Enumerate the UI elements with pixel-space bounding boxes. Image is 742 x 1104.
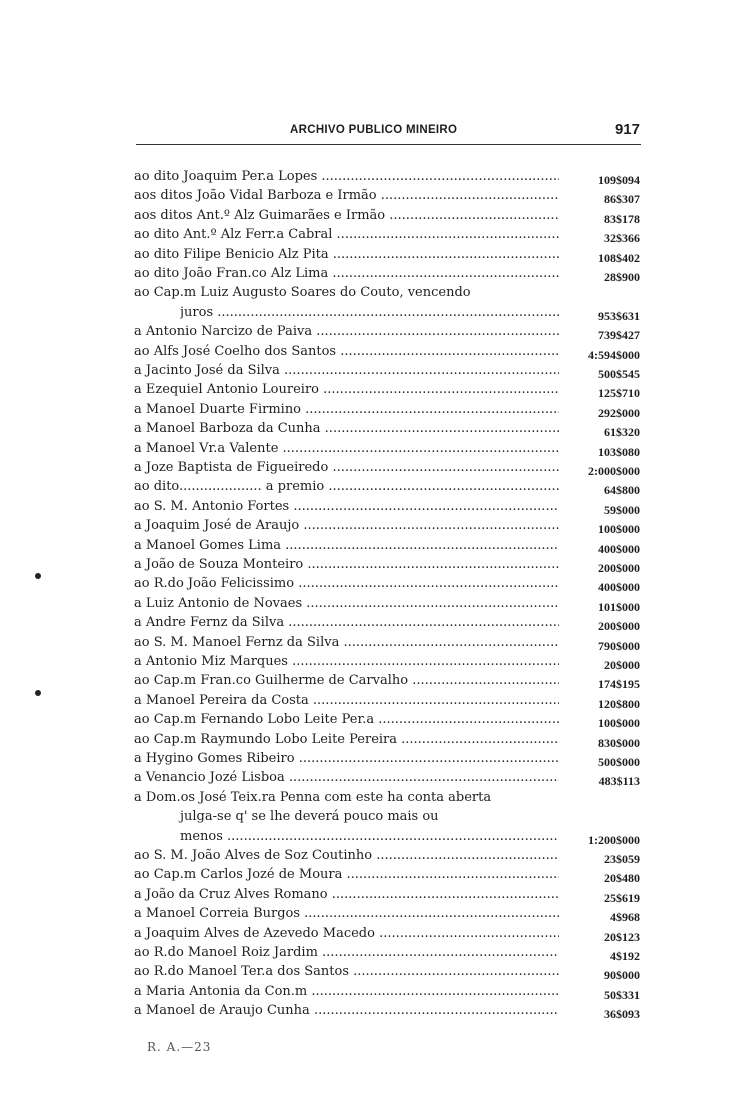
- entry-line-1: ao Cap.m Luiz Augusto Soares do Couto, vencendo: [134, 285, 471, 301]
- entry-description: a Manoel Correia Burgos .....: [134, 906, 559, 922]
- entry-description: a Manoel Vr.a Valente .....: [134, 441, 559, 457]
- entry-amount: 790$000: [598, 638, 640, 653]
- entry-amount: 125$710: [598, 386, 640, 401]
- entry-amount: 4$192: [610, 949, 640, 963]
- entry-description: a Manoel de Araujo Cunha .....: [134, 1003, 559, 1019]
- entry-amount: 100$000: [598, 522, 640, 537]
- entry-description: a Antonio Narcizo de Paiva .....: [134, 324, 559, 340]
- entry-amount: 50$331: [604, 987, 640, 1002]
- entry-line-2: julga-se q' se lhe deverá pouco mais ou: [180, 809, 439, 825]
- entry-description: ao dito Joaquim Per.a Lopes .....: [134, 169, 559, 185]
- entry-amount: 200$000: [598, 619, 640, 634]
- entry-amount: 200$000: [598, 561, 640, 575]
- entry-amount: 400$000: [598, 541, 640, 556]
- entry-amount: 109$094: [598, 173, 640, 187]
- entry-description: ao dito Ant.º Alz Ferr.a Cabral .....: [134, 227, 559, 243]
- entry-amount: 174$195: [598, 677, 640, 692]
- entry-amount: 103$080: [598, 444, 640, 459]
- entry-description: a Manoel Pereira da Costa .....: [134, 693, 559, 709]
- entry-description: a João da Cruz Alves Romano .....: [134, 887, 559, 903]
- entry-amount: 83$178: [604, 211, 640, 226]
- entry-description: ao dito.................... a premio .....: [134, 479, 559, 495]
- entry-amount: 101$000: [598, 599, 640, 614]
- entry-description: ao Cap.m Fernando Lobo Leite Per.a .....: [134, 712, 559, 728]
- entry-description: ao S. M. Manoel Fernz da Silva .....: [134, 635, 559, 651]
- entry-description: a Hygino Gomes Ribeiro .....: [134, 751, 559, 767]
- entry-description: ao Cap.m Raymundo Lobo Leite Pereira .....: [134, 732, 559, 748]
- entry-amount: 23$059: [604, 852, 640, 866]
- entry-amount: 4$968: [610, 910, 640, 925]
- entry-amount: 64$800: [604, 483, 640, 498]
- entry-description: ao Alfs José Coelho dos Santos .....: [134, 344, 559, 360]
- entry-description: a Jacinto José da Silva .....: [134, 363, 559, 379]
- entry-line-1: a Dom.os José Teix.ra Penna com este ha conta aberta: [134, 789, 492, 805]
- signature-mark: R. A.—23: [147, 1040, 212, 1054]
- entry-description: ao S. M. Antonio Fortes .....: [134, 499, 559, 515]
- margin-dot: [35, 573, 41, 579]
- entry-amount: 953$631: [598, 308, 640, 323]
- entry-amount: 739$427: [598, 328, 640, 343]
- entry-description: ao Cap.m Fran.co Guilherme de Carvalho .....: [134, 673, 559, 689]
- entry-amount: 59$000: [604, 502, 640, 517]
- entry-description: ao dito João Fran.co Alz Lima .....: [134, 266, 559, 282]
- entry-description: a Manoel Gomes Lima .....: [134, 538, 559, 554]
- entry-amount: 36$093: [604, 1007, 640, 1022]
- entry-amount: 20$480: [604, 871, 640, 886]
- entry-amount: 4:594$000: [588, 347, 640, 362]
- entry-description: a Ezequiel Antonio Loureiro .....: [134, 382, 559, 398]
- margin-dot: [35, 690, 41, 696]
- entry-amount: 120$800: [598, 696, 640, 711]
- entry-amount: 28$900: [604, 270, 640, 284]
- entry-amount: 86$307: [604, 192, 640, 207]
- entry-amount: 90$000: [604, 968, 640, 983]
- entry-amount: 1:200$000: [588, 832, 640, 847]
- entry-description: ao Cap.m Carlos Jozé de Moura .....: [134, 867, 559, 883]
- entry-description: ao R.do Manoel Ter.a dos Santos .....: [134, 964, 559, 980]
- entry-description: a Joze Baptista de Figueiredo .....: [134, 460, 559, 476]
- entry-description: a João de Souza Monteiro .....: [134, 557, 559, 573]
- entry-description: ao S. M. João Alves de Soz Coutinho .....: [134, 848, 559, 864]
- entry-description: a Antonio Miz Marques .....: [134, 654, 559, 670]
- entry-amount: 25$619: [604, 890, 640, 905]
- entry-amount: 61$320: [604, 425, 640, 440]
- entry-description: ao R.do Manoel Roiz Jardim .....: [134, 945, 559, 961]
- entry-amount: 20$000: [604, 658, 640, 672]
- entry-amount: 292$000: [598, 405, 640, 420]
- entry-amount: 500$545: [598, 367, 640, 381]
- entry-amount: 108$402: [598, 250, 640, 265]
- entry-amount: 20$123: [604, 929, 640, 944]
- entry-amount: 2:000$000: [588, 464, 640, 478]
- entry-description: ao dito Filipe Benicio Alz Pita .....: [134, 247, 559, 263]
- entry-amount: 400$000: [598, 580, 640, 595]
- running-title: ARCHIVO PUBLICO MINEIRO: [290, 124, 458, 136]
- entry-amount: 100$000: [598, 716, 640, 731]
- entry-description: a Joaquim Alves de Azevedo Macedo .....: [134, 926, 559, 942]
- entry-amount: 830$000: [598, 735, 640, 750]
- entry-line-2: juros .....: [180, 305, 559, 321]
- entry-description: a Manoel Barboza da Cunha .....: [134, 421, 559, 437]
- entry-description: a Joaquim José de Araujo .....: [134, 518, 559, 534]
- entry-line-3: menos .....: [180, 829, 559, 845]
- entry-description: a Andre Fernz da Silva .....: [134, 615, 559, 631]
- entry-description: aos ditos João Vidal Barboza e Irmão .....: [134, 188, 559, 204]
- entry-amount: 483$113: [598, 774, 640, 789]
- entry-amount: 500$000: [598, 755, 640, 769]
- page-number: 917: [614, 121, 640, 138]
- entry-description: a Luiz Antonio de Novaes .....: [134, 596, 559, 612]
- entry-description: aos ditos Ant.º Alz Guimarães e Irmão .....: [134, 208, 559, 224]
- entry-amount: 32$366: [604, 231, 640, 246]
- entry-description: a Maria Antonia da Con.m .....: [134, 984, 559, 1000]
- entry-description: a Venancio Jozé Lisboa .....: [134, 770, 559, 786]
- entry-description: ao R.do João Felicissimo .....: [134, 576, 559, 592]
- entry-description: a Manoel Duarte Firmino .....: [134, 402, 559, 418]
